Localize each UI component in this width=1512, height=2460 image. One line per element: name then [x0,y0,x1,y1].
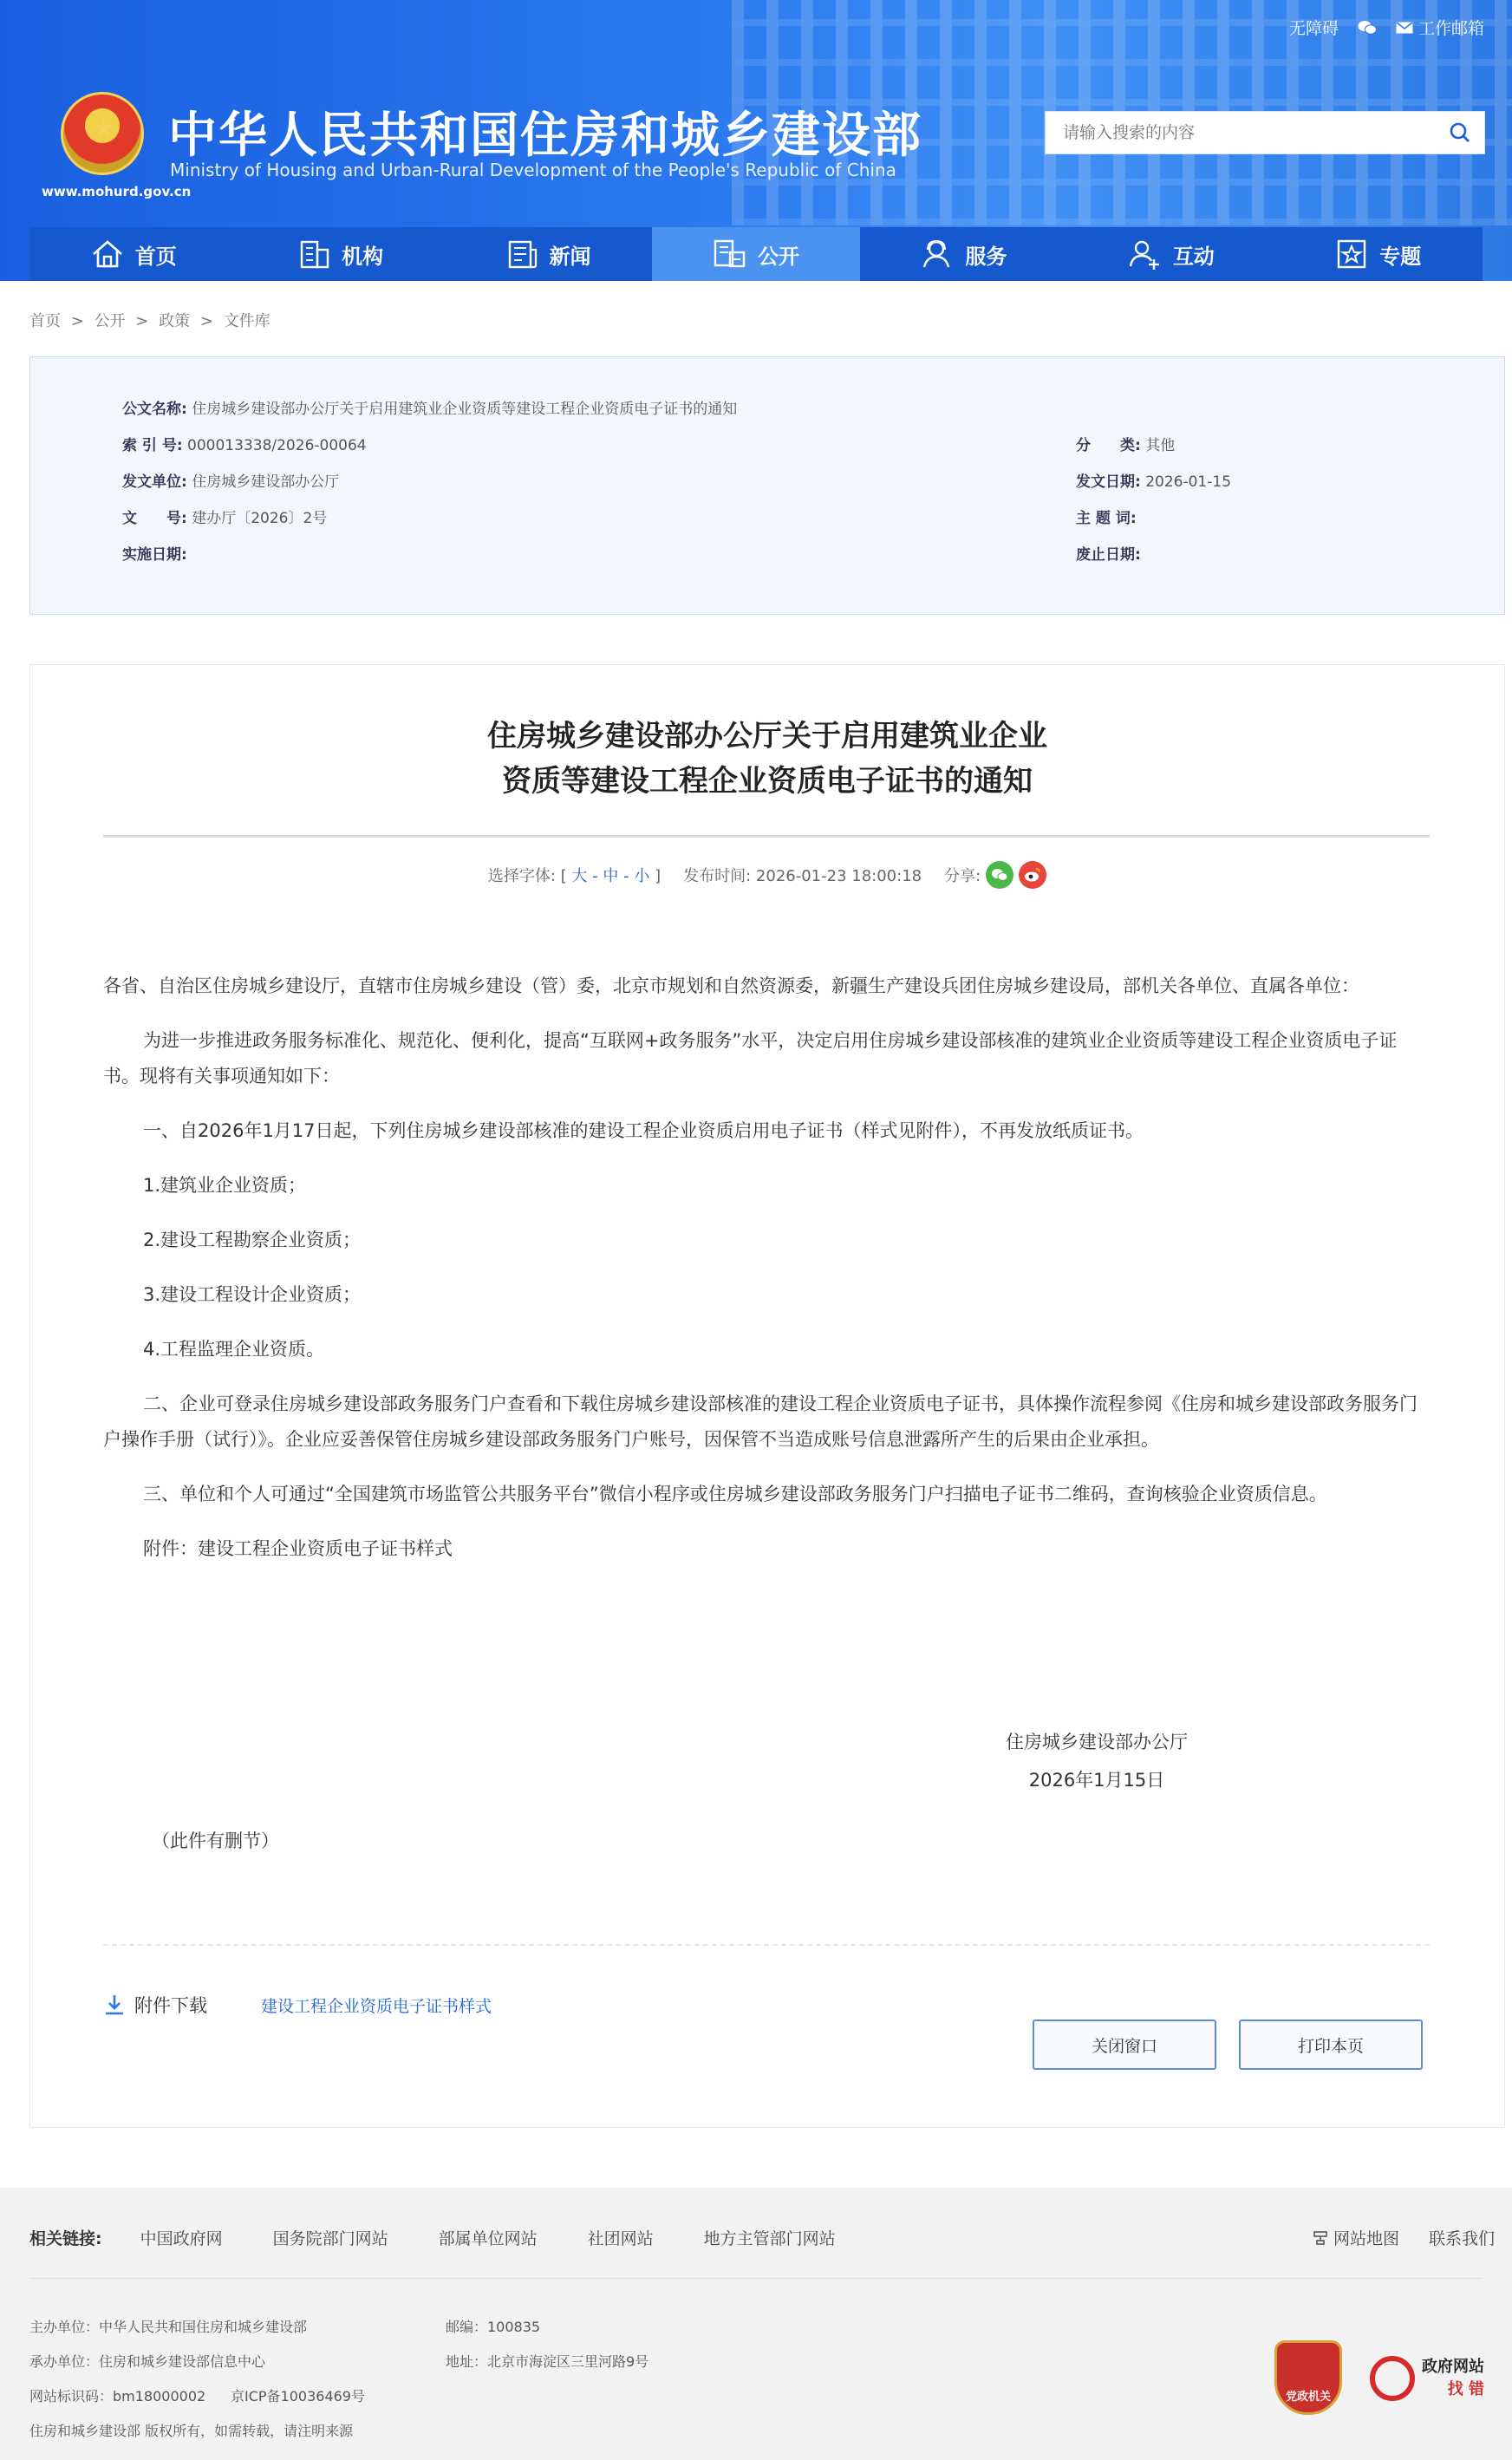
article-paragraph: 4.工程监理企业资质。 [143,1339,325,1360]
site-domain: www.mohurd.gov.cn [42,184,192,199]
article-title [30,714,1504,804]
footer-address: 地址：北京市海淀区三里河路9号 [446,2353,649,2370]
nav-tab-home[interactable] [29,227,237,281]
meta-label: 废止日期: [1076,546,1141,564]
publish-time-value: 2026-01-23 18:00:18 [755,867,922,885]
article-paragraph: 一、自2026年1月17日起，下列住房城乡建设部核准的建设工程企业资质启用电子证书（样式见附件），不再发放纸质证书。 [143,1120,1144,1141]
article-title-line: 资质等建设工程企业资质电子证书的通知 [502,764,1033,799]
wechat-icon[interactable] [1358,20,1377,36]
related-links [29,2226,836,2249]
footer-undertake: 承办单位：住房和城乡建设部信息中心 [29,2353,266,2370]
wechat-share-icon[interactable] [986,861,1013,889]
news-icon [506,239,539,269]
footer-postcode: 邮编：100835 [446,2319,541,2335]
document-metadata-box [29,356,1505,615]
article-paragraph: 为进一步推进政务服务标准化、规范化、便利化，提高“互联网+政务服务”水平，决定启用住房城乡建设部核准的建筑业企业资质等建设工程企业资质电子证书。现将有关事项通知如下： [103,1030,1398,1086]
meta-label: 索 引 号: [122,437,183,454]
search-button[interactable] [1436,112,1484,153]
footer-divider [29,2278,1483,2279]
footer-link[interactable]: 地方主管部门网站 [703,2229,836,2248]
footer-link[interactable]: 部属单位网站 [438,2229,538,2248]
nav-tab-label: 互动 [1172,244,1215,269]
signature-block [984,1723,1209,1799]
nav-tab-news[interactable] [445,227,652,281]
article-panel [29,664,1505,2128]
badge-text [1422,2356,1484,2401]
meta-effective-date [122,542,187,564]
meta-value: 2026-01-15 [1145,473,1232,491]
attachment-download [103,1992,207,2018]
nav-tab-label: 首页 [134,244,177,269]
nav-tab-label: 专题 [1379,244,1422,269]
font-size-separator: - [623,867,629,885]
signature-date: 2026年1月15日 [1028,1770,1165,1791]
topic-icon [1336,238,1369,270]
disclosure-icon [713,238,747,270]
meta-category [1076,433,1175,454]
breadcrumb-library[interactable]: 文件库 [223,312,270,330]
publish-time [683,864,922,886]
sitemap-label: 网站地图 [1333,2229,1399,2248]
meta-keyword [1076,506,1137,527]
article-paragraph: 各省、自治区住房城乡建设厅，直辖市住房城乡建设（管）委，北京市规划和自然资源委，新疆生产建设兵团住房城乡建设局，部机关各单位、直属各单位： [103,976,1359,996]
interaction-icon [1128,238,1163,270]
meta-expire-date [1076,542,1141,564]
badge-line2: 找 错 [1447,2380,1484,2398]
abridged-note: （此件有删节） [152,1830,279,1851]
meta-label: 主 题 词: [1076,510,1137,527]
work-mail-label: 工作邮箱 [1418,19,1484,38]
top-utility-bar [1289,16,1484,39]
site-title[interactable]: 中华人民共和国住房和城乡建设部 [168,108,922,164]
weibo-share-icon[interactable] [1019,861,1046,889]
footer-link[interactable]: 社团网站 [587,2229,654,2248]
article-info-bar [30,861,1504,889]
related-links-label: 相关链接: [29,2229,102,2248]
site-subtitle-english: Ministry of Housing and Urban-Rural Development of the People's Republic of China [170,160,896,180]
accessibility-link[interactable]: 无障碍 [1288,19,1339,38]
breadcrumb-separator: > [135,312,149,330]
font-size-selector [488,864,661,886]
nav-tab-disclosure[interactable] [652,227,859,281]
meta-issuer [122,469,339,491]
font-size-small[interactable]: 小 [634,867,650,885]
nav-tab-interaction[interactable] [1067,227,1274,281]
article-paragraph: 1.建筑业企业资质； [143,1175,307,1196]
signature-org: 住房城乡建设部办公厅 [1006,1732,1188,1752]
article-paragraph: 附件：建设工程企业资质电子证书样式 [143,1538,453,1559]
meta-issue-date [1076,469,1231,491]
contact-link[interactable]: 联系我们 [1428,2229,1495,2248]
sitemap-icon [1313,2230,1328,2246]
footer-link[interactable]: 国务院部门网站 [272,2229,388,2248]
breadcrumb-home[interactable]: 首页 [29,312,61,330]
article-paragraph: 2.建设工程勘察企业资质； [143,1230,362,1250]
home-icon [90,238,125,270]
article-paragraph: 三、单位和个人可通过“全国建筑市场监管公共服务平台”微信小程序或住房城乡建设部政务服务门户扫描电子证书二维码，查询核验企业资质信息。 [143,1484,1327,1504]
search-icon [1449,121,1471,144]
meta-label: 实施日期: [122,546,187,564]
breadcrumb-disclosure[interactable]: 公开 [94,312,126,330]
site-footer [0,2188,1512,2460]
article-body [103,969,1433,1586]
breadcrumb-separator: > [199,312,213,330]
meta-label: 分 类: [1076,437,1141,454]
download-icon [103,1993,126,2016]
nav-tab-label: 新闻 [549,244,591,269]
mail-icon [1396,22,1413,34]
nav-tab-topic[interactable] [1275,227,1483,281]
footer-utility-links [1313,2226,1495,2249]
footer-link[interactable]: 中国政府网 [140,2229,223,2248]
badge-line1: 政府网站 [1422,2358,1484,2376]
font-size-separator: - [592,867,598,885]
article-paragraph: 3.建设工程设计企业资质； [143,1284,362,1305]
breadcrumb [29,309,276,331]
govt-website-report-error-badge[interactable] [1370,2351,1500,2406]
nav-tab-label: 公开 [757,244,799,269]
meta-index [122,433,367,454]
sitemap-link[interactable] [1313,2226,1399,2249]
meta-value: 住房城乡建设部办公厅关于启用建筑业企业资质等建设工程企业资质电子证书的通知 [192,401,738,418]
meta-doc-name [122,396,737,418]
nav-tab-service[interactable] [860,227,1067,281]
font-size-large[interactable]: 大 [571,867,588,885]
footer-host: 主办单位：中华人民共和国住房和城乡建设部 [29,2319,308,2335]
publish-time-label: 发布时间: [683,867,752,885]
font-size-label: 选择字体: [487,867,556,885]
meta-doc-number [122,506,327,527]
meta-value: 住房城乡建设部办公厅 [192,473,340,491]
nav-tab-label: 机构 [342,244,384,269]
building-icon [298,239,331,269]
nav-tab-label: 服务 [965,244,1007,269]
attachment-link[interactable]: 建设工程企业资质电子证书样式 [261,1997,492,2016]
nav-tab-organization[interactable] [237,227,444,281]
font-size-medium[interactable]: 中 [603,867,619,885]
share-bar [944,861,1046,889]
service-icon [920,238,955,270]
meta-value: 其他 [1145,437,1176,454]
attachment-divider [103,1944,1430,1946]
bracket: [ [560,867,567,885]
meta-label: 发文日期: [1076,473,1141,491]
party-govt-badge[interactable] [1274,2340,1342,2415]
national-emblem-logo[interactable]: ★ [61,92,144,175]
party-govt-badge-label: 党政机关 [1285,2391,1331,2404]
meta-value: 建办厅〔2026〕2号 [192,510,328,527]
footer-site-id: 网站标识码：bm18000002 [29,2388,206,2405]
meta-label: 文 号: [122,510,187,527]
footer-icp[interactable]: 京ICP备10036469号 [231,2388,365,2405]
footer-copyright: 住房和城乡建设部 版权所有，如需转载，请注明来源 [29,2423,354,2439]
magnifier-icon [1370,2356,1415,2401]
meta-label: 发文单位: [122,473,187,491]
meta-label: 公文名称: [122,401,187,418]
bracket: ] [655,867,662,885]
breadcrumb-separator: > [70,312,84,330]
attachment-label: 附件下载 [134,1995,207,2016]
search-box [1045,111,1485,154]
breadcrumb-policy[interactable]: 政策 [159,312,191,330]
site-header [0,0,1512,281]
print-page-button[interactable]: 打印本页 [1239,2020,1423,2070]
share-label: 分享: [944,867,981,885]
search-input[interactable] [1046,112,1436,153]
article-paragraph: 二、企业可登录住房城乡建设部政务服务门户查看和下载住房城乡建设部核准的建设工程企业资质电子证书，具体操作流程参阅《住房和城乡建设部政务服务门户操作手册（试行）》。企业应妥善保管住房城乡建设部政务服务门户账号，因保管不当造成账号信息泄露所产生的后果由企业承担。 [103,1393,1418,1450]
title-divider [103,835,1430,838]
main-nav [29,227,1483,281]
work-mail-link[interactable] [1396,16,1484,39]
article-title-line: 住房城乡建设部办公厅关于启用建筑业企业 [487,719,1047,754]
close-window-button[interactable]: 关闭窗口 [1033,2020,1216,2070]
meta-value: 000013338/2026-00064 [187,437,367,454]
